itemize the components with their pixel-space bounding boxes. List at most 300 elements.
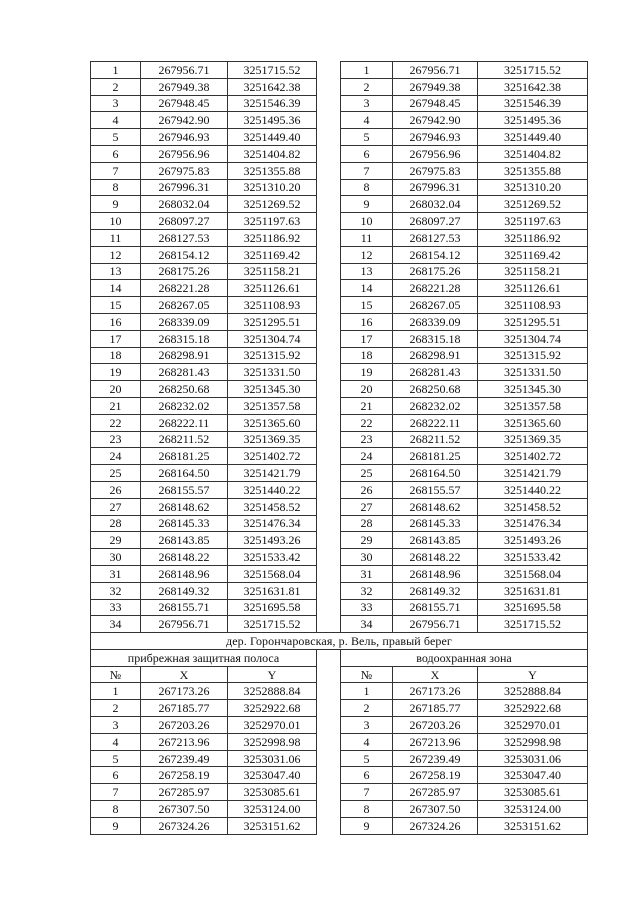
point-number-cell: 30 bbox=[91, 549, 141, 566]
point-number-cell: 17 bbox=[91, 330, 141, 347]
point-number-cell: 34 bbox=[91, 616, 141, 633]
section2-header bbox=[91, 633, 588, 683]
x-coordinate-cell: 268211.52 bbox=[141, 431, 228, 448]
y-coordinate-cell: 3252922.68 bbox=[228, 700, 317, 717]
x-coordinate-cell: 267213.96 bbox=[393, 733, 478, 750]
x-coordinate-cell: 267975.83 bbox=[141, 162, 228, 179]
x-coordinate-cell: 268222.11 bbox=[393, 414, 478, 431]
section-title: дер. Горончаровская, р. Вель, правый берег bbox=[91, 633, 588, 650]
point-number-cell: 1 bbox=[341, 683, 393, 700]
x-coordinate-cell: 268155.71 bbox=[393, 599, 478, 616]
y-coordinate-cell: 3251186.92 bbox=[228, 229, 317, 246]
table-row bbox=[91, 78, 588, 95]
point-number-cell: 25 bbox=[91, 465, 141, 482]
x-coordinate-cell: 267213.96 bbox=[141, 733, 228, 750]
y-coordinate-cell: 3251493.26 bbox=[478, 532, 588, 549]
table-gap bbox=[317, 565, 341, 582]
y-coordinate-cell: 3253085.61 bbox=[228, 784, 317, 801]
table-gap bbox=[317, 683, 341, 700]
table-row bbox=[91, 683, 588, 700]
y-coordinate-cell: 3251310.20 bbox=[478, 179, 588, 196]
y-coordinate-cell: 3251169.42 bbox=[478, 246, 588, 263]
x-coordinate-cell: 268221.28 bbox=[393, 280, 478, 297]
table-gap bbox=[317, 784, 341, 801]
y-coordinate-cell: 3253047.40 bbox=[228, 767, 317, 784]
x-coordinate-cell: 267975.83 bbox=[393, 162, 478, 179]
y-coordinate-cell: 3252970.01 bbox=[478, 717, 588, 734]
y-coordinate-cell: 3251331.50 bbox=[228, 364, 317, 381]
point-number-cell: 29 bbox=[91, 532, 141, 549]
table-row bbox=[91, 162, 588, 179]
table-row bbox=[91, 465, 588, 482]
point-number-cell: 7 bbox=[341, 784, 393, 801]
point-number-cell: 13 bbox=[341, 263, 393, 280]
x-coordinate-cell: 268149.32 bbox=[393, 582, 478, 599]
y-coordinate-cell: 3251404.82 bbox=[228, 145, 317, 162]
point-number-cell: 1 bbox=[341, 62, 393, 79]
y-coordinate-cell: 3251158.21 bbox=[228, 263, 317, 280]
x-coordinate-cell: 267956.71 bbox=[393, 616, 478, 633]
x-coordinate-cell: 268097.27 bbox=[141, 213, 228, 230]
table-row bbox=[91, 515, 588, 532]
x-coordinate-cell: 267324.26 bbox=[141, 817, 228, 834]
table-gap bbox=[317, 213, 341, 230]
y-coordinate-cell: 3251546.39 bbox=[478, 95, 588, 112]
table-row bbox=[91, 582, 588, 599]
table-gap bbox=[317, 313, 341, 330]
y-coordinate-cell: 3251357.58 bbox=[228, 397, 317, 414]
x-coordinate-cell: 268181.25 bbox=[393, 448, 478, 465]
point-number-cell: 4 bbox=[91, 112, 141, 129]
x-coordinate-cell: 268315.18 bbox=[141, 330, 228, 347]
table-row bbox=[91, 196, 588, 213]
point-number-cell: 7 bbox=[341, 162, 393, 179]
table-gap bbox=[317, 397, 341, 414]
x-coordinate-cell: 268315.18 bbox=[393, 330, 478, 347]
x-coordinate-cell: 267949.38 bbox=[141, 78, 228, 95]
y-coordinate-cell: 3251295.51 bbox=[228, 313, 317, 330]
table-row bbox=[91, 767, 588, 784]
y-coordinate-cell: 3251108.93 bbox=[478, 297, 588, 314]
table-gap bbox=[317, 481, 341, 498]
y-coordinate-cell: 3251331.50 bbox=[478, 364, 588, 381]
table-row bbox=[91, 179, 588, 196]
point-number-cell: 7 bbox=[91, 162, 141, 179]
point-number-cell: 28 bbox=[341, 515, 393, 532]
x-coordinate-cell: 268211.52 bbox=[393, 431, 478, 448]
y-coordinate-cell: 3251449.40 bbox=[228, 129, 317, 146]
y-coordinate-cell: 3251715.52 bbox=[478, 616, 588, 633]
x-coordinate-cell: 267948.45 bbox=[393, 95, 478, 112]
y-coordinate-cell: 3253124.00 bbox=[478, 801, 588, 818]
table-gap bbox=[317, 297, 341, 314]
y-coordinate-cell: 3251126.61 bbox=[228, 280, 317, 297]
point-number-cell: 25 bbox=[341, 465, 393, 482]
column-header-number: № bbox=[91, 666, 141, 683]
x-coordinate-cell: 267942.90 bbox=[141, 112, 228, 129]
point-number-cell: 28 bbox=[91, 515, 141, 532]
y-coordinate-cell: 3253151.62 bbox=[228, 817, 317, 834]
x-coordinate-cell: 267285.97 bbox=[393, 784, 478, 801]
y-coordinate-cell: 3251295.51 bbox=[478, 313, 588, 330]
point-number-cell: 10 bbox=[91, 213, 141, 230]
point-number-cell: 23 bbox=[341, 431, 393, 448]
x-coordinate-cell: 267946.93 bbox=[393, 129, 478, 146]
table-gap bbox=[317, 95, 341, 112]
point-number-cell: 15 bbox=[341, 297, 393, 314]
table-gap bbox=[317, 78, 341, 95]
table-row bbox=[91, 263, 588, 280]
table-row bbox=[91, 448, 588, 465]
y-coordinate-cell: 3251476.34 bbox=[228, 515, 317, 532]
table-gap bbox=[317, 498, 341, 515]
table-gap bbox=[317, 616, 341, 633]
y-coordinate-cell: 3253031.06 bbox=[228, 750, 317, 767]
table-row bbox=[91, 246, 588, 263]
table-gap bbox=[317, 750, 341, 767]
point-number-cell: 16 bbox=[91, 313, 141, 330]
column-header-x: X bbox=[393, 666, 478, 683]
section-title-row bbox=[91, 633, 588, 650]
point-number-cell: 9 bbox=[341, 817, 393, 834]
point-number-cell: 4 bbox=[91, 733, 141, 750]
y-coordinate-cell: 3251108.93 bbox=[228, 297, 317, 314]
coastal-strip-heading: прибрежная защитная полоса bbox=[91, 649, 317, 666]
table-gap bbox=[317, 582, 341, 599]
y-coordinate-cell: 3251304.74 bbox=[478, 330, 588, 347]
point-number-cell: 2 bbox=[91, 700, 141, 717]
water-protection-zone-heading: водоохранная зона bbox=[341, 649, 588, 666]
table-gap bbox=[317, 229, 341, 246]
table-row bbox=[91, 297, 588, 314]
table-gap bbox=[317, 179, 341, 196]
x-coordinate-cell: 267956.96 bbox=[393, 145, 478, 162]
column-header-y: Y bbox=[228, 666, 317, 683]
x-coordinate-cell: 267307.50 bbox=[393, 801, 478, 818]
y-coordinate-cell: 3251533.42 bbox=[228, 549, 317, 566]
x-coordinate-cell: 268267.05 bbox=[141, 297, 228, 314]
y-coordinate-cell: 3251568.04 bbox=[228, 565, 317, 582]
point-number-cell: 5 bbox=[91, 129, 141, 146]
x-coordinate-cell: 268154.12 bbox=[393, 246, 478, 263]
y-coordinate-cell: 3251421.79 bbox=[228, 465, 317, 482]
point-number-cell: 21 bbox=[91, 397, 141, 414]
table-gap bbox=[317, 448, 341, 465]
table-gap bbox=[317, 280, 341, 297]
y-coordinate-cell: 3251345.30 bbox=[228, 381, 317, 398]
table-row bbox=[91, 817, 588, 834]
point-number-cell: 27 bbox=[341, 498, 393, 515]
y-coordinate-cell: 3251369.35 bbox=[228, 431, 317, 448]
table-gap bbox=[317, 733, 341, 750]
point-number-cell: 14 bbox=[341, 280, 393, 297]
y-coordinate-cell: 3251355.88 bbox=[478, 162, 588, 179]
x-coordinate-cell: 268155.57 bbox=[393, 481, 478, 498]
x-coordinate-cell: 268149.32 bbox=[141, 582, 228, 599]
table-gap bbox=[317, 767, 341, 784]
x-coordinate-cell: 267307.50 bbox=[141, 801, 228, 818]
x-coordinate-cell: 267239.49 bbox=[141, 750, 228, 767]
x-coordinate-cell: 268181.25 bbox=[141, 448, 228, 465]
x-coordinate-cell: 268127.53 bbox=[141, 229, 228, 246]
table-gap bbox=[317, 700, 341, 717]
table-gap bbox=[317, 145, 341, 162]
table-gap bbox=[317, 246, 341, 263]
column-header-row bbox=[91, 666, 588, 683]
y-coordinate-cell: 3251458.52 bbox=[478, 498, 588, 515]
x-coordinate-cell: 267185.77 bbox=[393, 700, 478, 717]
x-coordinate-cell: 268032.04 bbox=[141, 196, 228, 213]
point-number-cell: 31 bbox=[91, 565, 141, 582]
point-number-cell: 8 bbox=[341, 179, 393, 196]
x-coordinate-cell: 267185.77 bbox=[141, 700, 228, 717]
table-gap bbox=[317, 649, 341, 666]
x-coordinate-cell: 268155.57 bbox=[141, 481, 228, 498]
point-number-cell: 2 bbox=[341, 78, 393, 95]
point-number-cell: 33 bbox=[341, 599, 393, 616]
point-number-cell: 17 bbox=[341, 330, 393, 347]
x-coordinate-cell: 268143.85 bbox=[393, 532, 478, 549]
x-coordinate-cell: 268155.71 bbox=[141, 599, 228, 616]
y-coordinate-cell: 3252970.01 bbox=[228, 717, 317, 734]
y-coordinate-cell: 3253085.61 bbox=[478, 784, 588, 801]
x-coordinate-cell: 268339.09 bbox=[393, 313, 478, 330]
point-number-cell: 2 bbox=[91, 78, 141, 95]
point-number-cell: 4 bbox=[341, 733, 393, 750]
table-gap bbox=[317, 263, 341, 280]
section1-body bbox=[91, 62, 588, 633]
y-coordinate-cell: 3251715.52 bbox=[228, 616, 317, 633]
point-number-cell: 15 bbox=[91, 297, 141, 314]
column-header-y: Y bbox=[478, 666, 588, 683]
x-coordinate-cell: 268281.43 bbox=[141, 364, 228, 381]
table-row bbox=[91, 364, 588, 381]
point-number-cell: 16 bbox=[341, 313, 393, 330]
table-row bbox=[91, 549, 588, 566]
x-coordinate-cell: 268221.28 bbox=[141, 280, 228, 297]
x-coordinate-cell: 268222.11 bbox=[141, 414, 228, 431]
y-coordinate-cell: 3252922.68 bbox=[478, 700, 588, 717]
x-coordinate-cell: 268143.85 bbox=[141, 532, 228, 549]
point-number-cell: 34 bbox=[341, 616, 393, 633]
y-coordinate-cell: 3253151.62 bbox=[478, 817, 588, 834]
table-row bbox=[91, 599, 588, 616]
table-gap bbox=[317, 112, 341, 129]
x-coordinate-cell: 268267.05 bbox=[393, 297, 478, 314]
table-row bbox=[91, 330, 588, 347]
point-number-cell: 19 bbox=[91, 364, 141, 381]
y-coordinate-cell: 3251546.39 bbox=[228, 95, 317, 112]
y-coordinate-cell: 3251365.60 bbox=[228, 414, 317, 431]
x-coordinate-cell: 268032.04 bbox=[393, 196, 478, 213]
column-header-x: X bbox=[141, 666, 228, 683]
point-number-cell: 6 bbox=[91, 767, 141, 784]
table-gap bbox=[317, 599, 341, 616]
y-coordinate-cell: 3251440.22 bbox=[478, 481, 588, 498]
y-coordinate-cell: 3251568.04 bbox=[478, 565, 588, 582]
point-number-cell: 8 bbox=[341, 801, 393, 818]
table-row bbox=[91, 62, 588, 79]
table-row bbox=[91, 213, 588, 230]
y-coordinate-cell: 3251197.63 bbox=[228, 213, 317, 230]
y-coordinate-cell: 3251440.22 bbox=[228, 481, 317, 498]
y-coordinate-cell: 3251695.58 bbox=[228, 599, 317, 616]
point-number-cell: 5 bbox=[341, 750, 393, 767]
x-coordinate-cell: 268148.62 bbox=[393, 498, 478, 515]
table-row bbox=[91, 565, 588, 582]
table-row bbox=[91, 280, 588, 297]
table-row bbox=[91, 801, 588, 818]
x-coordinate-cell: 268154.12 bbox=[141, 246, 228, 263]
point-number-cell: 6 bbox=[341, 767, 393, 784]
table-gap bbox=[317, 717, 341, 734]
table-gap bbox=[317, 162, 341, 179]
point-number-cell: 33 bbox=[91, 599, 141, 616]
point-number-cell: 30 bbox=[341, 549, 393, 566]
point-number-cell: 2 bbox=[341, 700, 393, 717]
point-number-cell: 21 bbox=[341, 397, 393, 414]
table-row bbox=[91, 532, 588, 549]
section2-body bbox=[91, 683, 588, 834]
x-coordinate-cell: 267996.31 bbox=[393, 179, 478, 196]
y-coordinate-cell: 3251304.74 bbox=[228, 330, 317, 347]
x-coordinate-cell: 267173.26 bbox=[393, 683, 478, 700]
table-row bbox=[91, 717, 588, 734]
y-coordinate-cell: 3251355.88 bbox=[228, 162, 317, 179]
y-coordinate-cell: 3251421.79 bbox=[478, 465, 588, 482]
x-coordinate-cell: 267203.26 bbox=[393, 717, 478, 734]
y-coordinate-cell: 3252888.84 bbox=[478, 683, 588, 700]
point-number-cell: 31 bbox=[341, 565, 393, 582]
table-gap bbox=[317, 62, 341, 79]
y-coordinate-cell: 3251186.92 bbox=[478, 229, 588, 246]
table-row bbox=[91, 498, 588, 515]
y-coordinate-cell: 3251310.20 bbox=[228, 179, 317, 196]
table-gap bbox=[317, 330, 341, 347]
y-coordinate-cell: 3251495.36 bbox=[228, 112, 317, 129]
x-coordinate-cell: 268097.27 bbox=[393, 213, 478, 230]
point-number-cell: 5 bbox=[91, 750, 141, 767]
x-coordinate-cell: 268164.50 bbox=[393, 465, 478, 482]
point-number-cell: 6 bbox=[91, 145, 141, 162]
x-coordinate-cell: 268339.09 bbox=[141, 313, 228, 330]
y-coordinate-cell: 3251126.61 bbox=[478, 280, 588, 297]
table-gap bbox=[317, 817, 341, 834]
y-coordinate-cell: 3251345.30 bbox=[478, 381, 588, 398]
table-gap bbox=[317, 129, 341, 146]
y-coordinate-cell: 3251715.52 bbox=[228, 62, 317, 79]
x-coordinate-cell: 268164.50 bbox=[141, 465, 228, 482]
y-coordinate-cell: 3252998.98 bbox=[228, 733, 317, 750]
x-coordinate-cell: 268232.02 bbox=[141, 397, 228, 414]
table-row bbox=[91, 750, 588, 767]
point-number-cell: 12 bbox=[341, 246, 393, 263]
y-coordinate-cell: 3251369.35 bbox=[478, 431, 588, 448]
point-number-cell: 9 bbox=[91, 817, 141, 834]
point-number-cell: 11 bbox=[341, 229, 393, 246]
point-number-cell: 9 bbox=[341, 196, 393, 213]
table-gap bbox=[317, 666, 341, 683]
table-gap bbox=[317, 431, 341, 448]
point-number-cell: 32 bbox=[341, 582, 393, 599]
table-gap bbox=[317, 381, 341, 398]
x-coordinate-cell: 268148.22 bbox=[141, 549, 228, 566]
point-number-cell: 8 bbox=[91, 179, 141, 196]
table-gap bbox=[317, 549, 341, 566]
x-coordinate-cell: 268281.43 bbox=[393, 364, 478, 381]
x-coordinate-cell: 268250.68 bbox=[393, 381, 478, 398]
y-coordinate-cell: 3251631.81 bbox=[478, 582, 588, 599]
y-coordinate-cell: 3253047.40 bbox=[478, 767, 588, 784]
x-coordinate-cell: 268148.62 bbox=[141, 498, 228, 515]
x-coordinate-cell: 268250.68 bbox=[141, 381, 228, 398]
y-coordinate-cell: 3251458.52 bbox=[228, 498, 317, 515]
y-coordinate-cell: 3251269.52 bbox=[228, 196, 317, 213]
table-gap bbox=[317, 364, 341, 381]
y-coordinate-cell: 3251357.58 bbox=[478, 397, 588, 414]
point-number-cell: 3 bbox=[341, 95, 393, 112]
table-gap bbox=[317, 196, 341, 213]
table-row bbox=[91, 95, 588, 112]
y-coordinate-cell: 3251169.42 bbox=[228, 246, 317, 263]
table-row bbox=[91, 129, 588, 146]
table-row bbox=[91, 481, 588, 498]
y-coordinate-cell: 3251269.52 bbox=[478, 196, 588, 213]
y-coordinate-cell: 3251449.40 bbox=[478, 129, 588, 146]
point-number-cell: 4 bbox=[341, 112, 393, 129]
x-coordinate-cell: 267956.71 bbox=[393, 62, 478, 79]
y-coordinate-cell: 3251365.60 bbox=[478, 414, 588, 431]
x-coordinate-cell: 267942.90 bbox=[393, 112, 478, 129]
point-number-cell: 32 bbox=[91, 582, 141, 599]
y-coordinate-cell: 3252998.98 bbox=[478, 733, 588, 750]
y-coordinate-cell: 3251495.36 bbox=[478, 112, 588, 129]
y-coordinate-cell: 3251695.58 bbox=[478, 599, 588, 616]
table-row bbox=[91, 112, 588, 129]
table-gap bbox=[317, 465, 341, 482]
y-coordinate-cell: 3251642.38 bbox=[228, 78, 317, 95]
table-row bbox=[91, 313, 588, 330]
x-coordinate-cell: 267173.26 bbox=[141, 683, 228, 700]
y-coordinate-cell: 3252888.84 bbox=[228, 683, 317, 700]
table-row bbox=[91, 414, 588, 431]
point-number-cell: 23 bbox=[91, 431, 141, 448]
y-coordinate-cell: 3253124.00 bbox=[228, 801, 317, 818]
y-coordinate-cell: 3251715.52 bbox=[478, 62, 588, 79]
x-coordinate-cell: 267996.31 bbox=[141, 179, 228, 196]
y-coordinate-cell: 3251642.38 bbox=[478, 78, 588, 95]
point-number-cell: 22 bbox=[341, 414, 393, 431]
table-gap bbox=[317, 347, 341, 364]
point-number-cell: 3 bbox=[341, 717, 393, 734]
x-coordinate-cell: 268148.96 bbox=[393, 565, 478, 582]
table-row bbox=[91, 616, 588, 633]
point-number-cell: 3 bbox=[91, 717, 141, 734]
table-row bbox=[91, 347, 588, 364]
x-coordinate-cell: 268298.91 bbox=[141, 347, 228, 364]
point-number-cell: 12 bbox=[91, 246, 141, 263]
x-coordinate-cell: 268145.33 bbox=[393, 515, 478, 532]
point-number-cell: 24 bbox=[91, 448, 141, 465]
point-number-cell: 24 bbox=[341, 448, 393, 465]
point-number-cell: 6 bbox=[341, 145, 393, 162]
y-coordinate-cell: 3251315.92 bbox=[228, 347, 317, 364]
point-number-cell: 20 bbox=[341, 381, 393, 398]
x-coordinate-cell: 267949.38 bbox=[393, 78, 478, 95]
point-number-cell: 20 bbox=[91, 381, 141, 398]
x-coordinate-cell: 268127.53 bbox=[393, 229, 478, 246]
column-header-number: № bbox=[341, 666, 393, 683]
